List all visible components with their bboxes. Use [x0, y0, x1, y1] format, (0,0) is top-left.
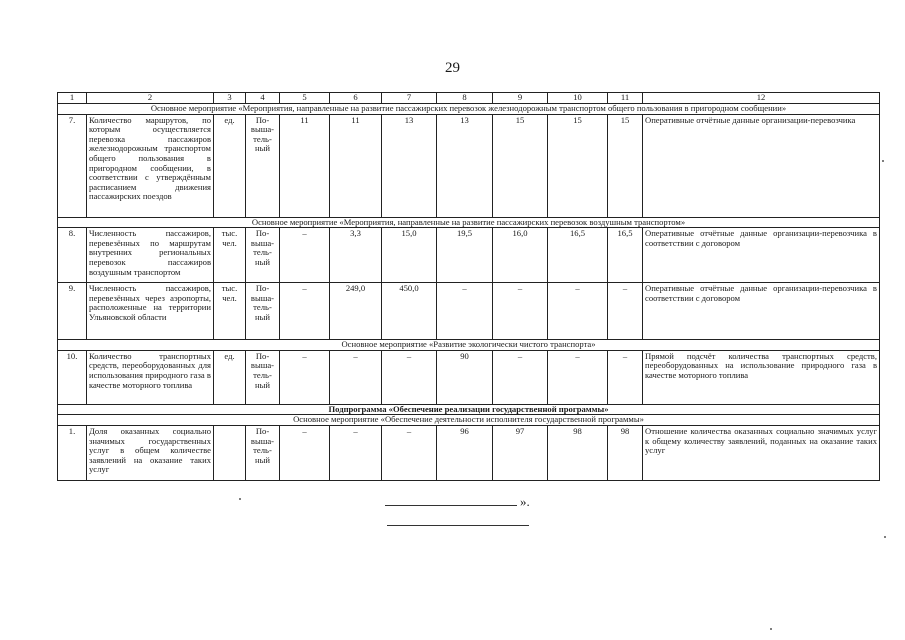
value-cell: 19,5: [437, 228, 493, 283]
unit: ед.: [214, 350, 246, 404]
row-number: 10.: [58, 350, 87, 404]
section-row: [58, 415, 880, 426]
scan-speck: [882, 160, 884, 162]
separator-line: [387, 525, 529, 526]
table-row: [58, 228, 880, 283]
row-number: 8.: [58, 228, 87, 283]
calc-method: Оперативные отчётные данные организации-перевозчика в соответствии с договором: [643, 228, 880, 283]
value-cell: 15: [608, 114, 643, 217]
column-header: 6: [330, 93, 382, 104]
unit: [214, 425, 246, 480]
value-cell: –: [493, 283, 548, 340]
value-cell: 15: [493, 114, 548, 217]
column-header: 11: [608, 93, 643, 104]
value-cell: 97: [493, 425, 548, 480]
column-header: 3: [214, 93, 246, 104]
direction: По- выша- тель- ный: [246, 228, 280, 283]
value-cell: –: [608, 350, 643, 404]
calc-method: Оперативные отчётные данные организации-перевозчика: [643, 114, 880, 217]
column-header: 9: [493, 93, 548, 104]
value-cell: –: [608, 283, 643, 340]
column-header: 2: [87, 93, 214, 104]
column-header: 7: [382, 93, 437, 104]
value-cell: 98: [548, 425, 608, 480]
value-cell: –: [382, 425, 437, 480]
value-cell: –: [330, 425, 382, 480]
indicator-name: Численность пассажиров, перевезённых через аэропорты, расположенные на территории Ульяновской области: [87, 283, 214, 340]
direction: По- выша- тель- ный: [246, 283, 280, 340]
value-cell: 96: [437, 425, 493, 480]
column-header: 8: [437, 93, 493, 104]
indicator-name: Количество транспортных средств, переоборудованных для использования природного газа в качестве моторного топлива: [87, 350, 214, 404]
unit: тыс. чел.: [214, 283, 246, 340]
direction: По- выша- тель- ный: [246, 425, 280, 480]
section-title-air: Основное мероприятие «Мероприятия, направленные на развитие пассажирских перевозок воздушным транспортом»: [58, 217, 880, 228]
table-row: [58, 283, 880, 340]
value-cell: 13: [382, 114, 437, 217]
section-title-rail: Основное мероприятие «Мероприятия, направленные на развитие пассажирских перевозок железнодорожным транспортом общего пользования в пригородном сообщении»: [58, 104, 880, 115]
value-cell: 13: [437, 114, 493, 217]
value-cell: 3,3: [330, 228, 382, 283]
row-number: 7.: [58, 114, 87, 217]
table-row: [58, 425, 880, 480]
closing-quote: ».: [520, 494, 530, 509]
value-cell: –: [437, 283, 493, 340]
indicator-name: Доля оказанных социально значимых государственных услуг в общем количестве заявлений на оказание таких услуг: [87, 425, 214, 480]
value-cell: –: [280, 228, 330, 283]
signature-line: [385, 505, 517, 506]
value-cell: 15,0: [382, 228, 437, 283]
column-header: 5: [280, 93, 330, 104]
column-header: 4: [246, 93, 280, 104]
value-cell: –: [330, 350, 382, 404]
value-cell: –: [280, 350, 330, 404]
unit: ед.: [214, 114, 246, 217]
value-cell: –: [548, 283, 608, 340]
value-cell: –: [280, 283, 330, 340]
calc-method: Оперативные отчётные данные организации-перевозчика в соответствии с договором: [643, 283, 880, 340]
table-row: [58, 114, 880, 217]
row-number: 1.: [58, 425, 87, 480]
section-row: [58, 104, 880, 115]
indicator-name: Численность пассажиров, перевезённых по маршрутам внутренних региональных перевозок пассажиров воздушным транспортом: [87, 228, 214, 283]
value-cell: –: [382, 350, 437, 404]
unit: тыс. чел.: [214, 228, 246, 283]
calc-method: Прямой подсчёт количества транспортных средств, переоборудованных на использование природного газа в качестве моторного топлива: [643, 350, 880, 404]
section-row: [58, 340, 880, 351]
value-cell: 249,0: [330, 283, 382, 340]
value-cell: –: [548, 350, 608, 404]
scan-speck: [770, 628, 772, 630]
value-cell: 450,0: [382, 283, 437, 340]
value-cell: 15: [548, 114, 608, 217]
value-cell: –: [493, 350, 548, 404]
direction: По- выша- тель- ный: [246, 114, 280, 217]
value-cell: 11: [280, 114, 330, 217]
calc-method: Отношение количества оказанных социально значимых услуг к общему количеству заявлений, поданных на оказание таких услуг: [643, 425, 880, 480]
section-title-eco: Основное мероприятие «Развитие экологически чистого транспорта»: [58, 340, 880, 351]
page-number: 29: [445, 60, 460, 76]
section-row: [58, 217, 880, 228]
direction: По- выша- тель- ный: [246, 350, 280, 404]
table-row: [58, 350, 880, 404]
scan-speck: [884, 536, 886, 538]
value-cell: 16,5: [548, 228, 608, 283]
section-title-support: Основное мероприятие «Обеспечение деятельности исполнителя государственной программы»: [58, 415, 880, 426]
indicators-table: [57, 92, 880, 481]
column-header: 1: [58, 93, 87, 104]
value-cell: 16,0: [493, 228, 548, 283]
indicator-name: Количество маршрутов, по которым осуществляется перевозка пассажиров железнодорожным транспортом общего пользования в пригородном сообщении, в соответствии с утверждённым расписанием движения пассажирских поездов: [87, 114, 214, 217]
value-cell: 90: [437, 350, 493, 404]
section-row: [58, 404, 880, 415]
column-number-row: [58, 93, 880, 104]
value-cell: 16,5: [608, 228, 643, 283]
subprogram-title: Подпрограмма «Обеспечение реализации государственной программы»: [58, 404, 880, 415]
value-cell: –: [280, 425, 330, 480]
value-cell: 98: [608, 425, 643, 480]
value-cell: 11: [330, 114, 382, 217]
scan-speck: [239, 498, 241, 500]
row-number: 9.: [58, 283, 87, 340]
column-header: 12: [643, 93, 880, 104]
column-header: 10: [548, 93, 608, 104]
